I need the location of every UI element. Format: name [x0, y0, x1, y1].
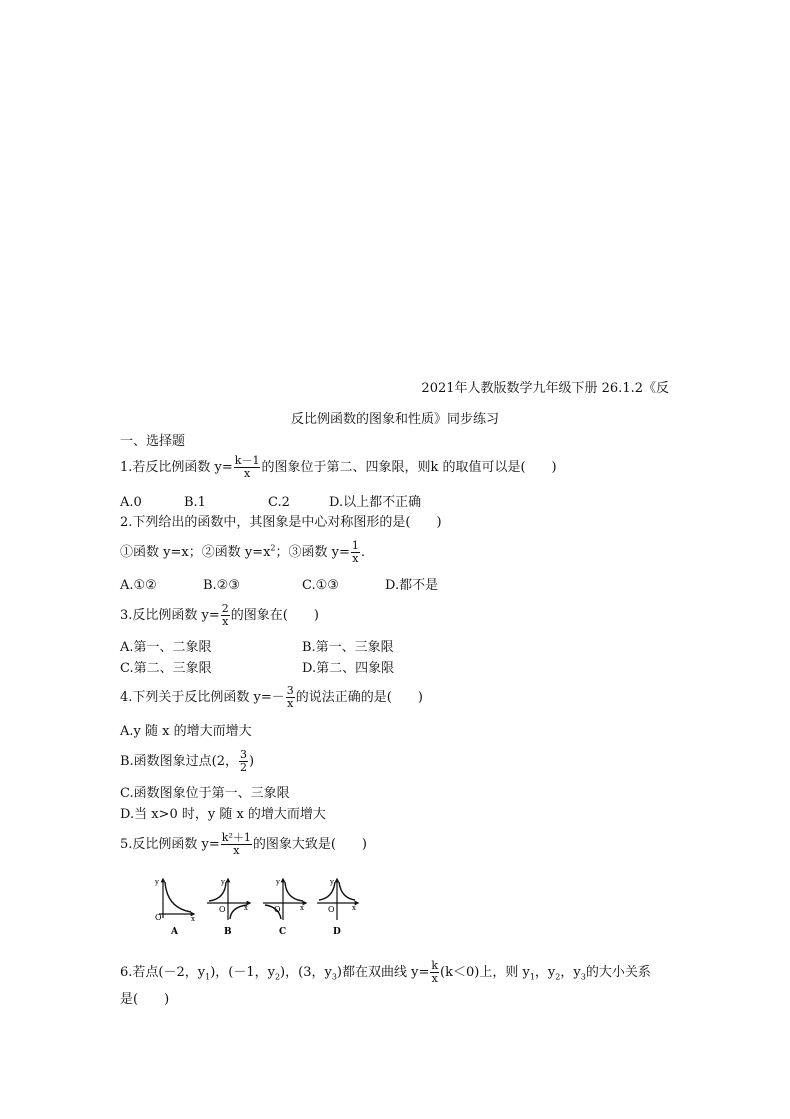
q5-graph-d — [317, 878, 357, 937]
graph-d-y-label: y — [330, 878, 334, 886]
graph-d-origin: O — [328, 905, 335, 914]
q6-numerator: k — [431, 959, 439, 972]
q1-option-a: A.0 — [120, 495, 142, 510]
q3-denominator: x — [222, 615, 229, 628]
q6-part5: (k＜0)上，则 y — [440, 965, 530, 980]
q4-optb-numerator: 3 — [240, 748, 248, 761]
q6-part3: )，(3，y — [280, 965, 332, 980]
q5-graph-c — [263, 878, 305, 937]
q4-option-a: A.y 随 x 的增大而增大 — [120, 724, 252, 739]
question-6-line2: 是( ) — [120, 992, 170, 1007]
q5-numerator: k²＋1 — [221, 831, 251, 844]
q5-fraction — [221, 832, 252, 857]
graph-b-origin: O — [219, 905, 226, 914]
q2-numerator: 1 — [351, 539, 359, 552]
q2-option-d: D.都不是 — [385, 578, 439, 593]
q2-fraction — [351, 540, 360, 565]
q5-graph-b — [207, 878, 249, 937]
q4-option-d: D.当 x>0 时，y 随 x 的增大而增大 — [120, 807, 326, 822]
q6-sub1: 1 — [205, 972, 211, 982]
doc-title-line1: 2021年人教版数学九年级下册 26.1.2《反 — [421, 381, 669, 396]
q2-func-b: ；③函数 y= — [275, 545, 350, 560]
q6-subt1: 1 — [529, 972, 535, 982]
q3-numerator: 2 — [221, 602, 229, 615]
q6-subt3: 3 — [580, 972, 586, 982]
q4-fraction — [286, 685, 295, 710]
graph-a-x-label: x — [191, 915, 195, 923]
question-6 — [120, 960, 651, 986]
q3-option-b: B.第一、三象限 — [302, 640, 394, 655]
q5-suffix: 的图象大致是( ) — [252, 837, 368, 852]
q6-sub2: 2 — [274, 972, 281, 982]
q6-part8: 的大小关系 — [585, 965, 651, 980]
graph-a-origin: O — [155, 913, 162, 922]
q6-fraction — [430, 960, 439, 985]
q6-part1: 6.若点(－2，y — [120, 965, 206, 980]
question-3 — [120, 603, 319, 628]
q4-denominator: x — [287, 697, 294, 710]
q6-subt2: 2 — [555, 972, 561, 982]
q4-optb-fraction — [239, 749, 248, 774]
q3-prefix: 3.反比例函数 y= — [120, 608, 220, 623]
q5-graph-a — [154, 878, 195, 937]
q2-option-b: B.②③ — [203, 578, 240, 593]
q4-prefix: 4.下列关于反比例函数 y=－ — [120, 690, 285, 705]
q5-graphs — [145, 874, 360, 938]
doc-title-line2: 反比例函数的图象和性质》同步练习 — [290, 412, 499, 427]
q3-suffix: 的图象在( ) — [230, 608, 319, 623]
graph-a-label: A — [171, 927, 178, 937]
q6-part2: )，(－1，y — [210, 965, 275, 980]
q5-denominator: x — [233, 844, 240, 857]
graph-d-x-label: x — [352, 904, 356, 912]
q5-prefix: 5.反比例函数 y= — [120, 837, 220, 852]
q1-numerator: k－1 — [234, 454, 260, 467]
q1-option-d: D.以上都不正确 — [329, 495, 422, 510]
question-2: 2.下列给出的函数中，其图象是中心对称图形的是( ) — [120, 515, 442, 530]
graph-c-x-label: x — [300, 904, 304, 912]
graph-b-label: B — [224, 927, 232, 937]
q4-numerator: 3 — [286, 684, 294, 697]
q6-part4: )都在双曲线 y= — [336, 965, 430, 980]
q3-option-c: C.第二、三象限 — [120, 661, 212, 676]
q6-sub3: 3 — [331, 972, 337, 982]
question-2-functions — [120, 540, 365, 565]
q6-part6: ，y — [534, 965, 556, 980]
graph-b-y-label: y — [221, 878, 225, 886]
q3-option-d: D.第二、四象限 — [302, 661, 395, 676]
graph-c-origin: O — [274, 905, 281, 914]
q4-optb-suffix: ) — [249, 754, 255, 769]
q1-option-b: B.1 — [184, 495, 206, 510]
graph-c-y-label: y — [276, 878, 280, 886]
q3-option-a: A.第一、二象限 — [120, 640, 212, 655]
q3-fraction — [221, 603, 230, 628]
question-4 — [120, 685, 423, 710]
q6-part7: ，y — [560, 965, 581, 980]
q4-option-b — [120, 749, 254, 774]
q2-option-c: C.①③ — [302, 578, 339, 593]
q4-optb-prefix: B.函数图象过点(2， — [120, 754, 239, 769]
section-heading: 一、选择题 — [120, 434, 186, 449]
q6-denominator: x — [431, 972, 438, 985]
q1-suffix: 的图象位于第二、四象限，则k 的取值可以是( ) — [261, 460, 557, 475]
q2-func-a: ①函数 y=x；②函数 y=x — [120, 545, 271, 560]
q2-option-a: A.①② — [120, 578, 157, 593]
q1-fraction — [234, 455, 261, 480]
q1-prefix: 1.若反比例函数 y= — [120, 460, 233, 475]
q2-end: . — [360, 545, 366, 560]
q4-optb-denominator: 2 — [240, 761, 248, 774]
q4-option-c: C.函数图象位于第一、三象限 — [120, 786, 290, 801]
q2-square: 2 — [270, 543, 276, 553]
q1-denominator: x — [244, 467, 251, 480]
question-5 — [120, 832, 367, 857]
graph-a-y-label: y — [155, 878, 159, 886]
question-1 — [120, 455, 557, 480]
graph-d-label: D — [333, 927, 341, 937]
graph-b-x-label: x — [244, 904, 248, 912]
q2-denominator: x — [352, 552, 359, 565]
q1-option-c: C.2 — [268, 495, 290, 510]
graph-c-label: C — [279, 927, 287, 937]
q4-suffix: 的说法正确的是( ) — [295, 690, 423, 705]
